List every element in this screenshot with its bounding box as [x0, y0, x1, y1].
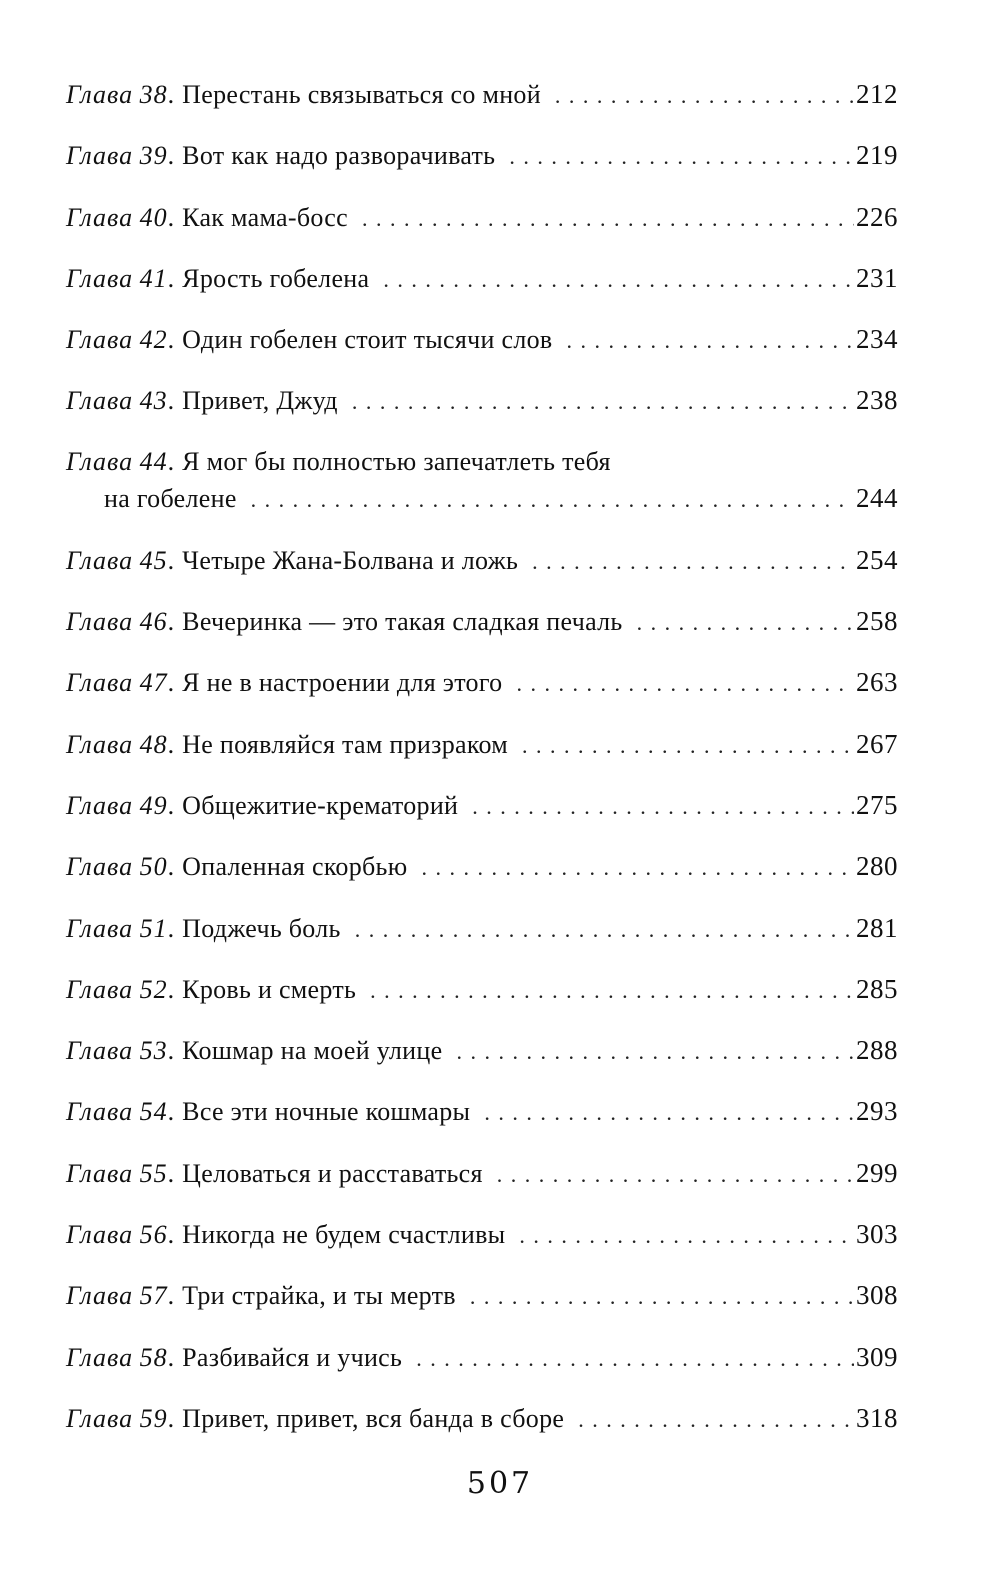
chapter-title: Я мог бы полностью запечатлеть тебя: [182, 446, 611, 476]
chapter-number: 42: [139, 325, 168, 355]
dot-leader: [566, 326, 854, 356]
chapter-number: 38: [139, 80, 168, 109]
page-number: 219: [856, 140, 898, 171]
chapter-number: 56: [139, 1220, 168, 1250]
chapter-title: Общежитие-крематорий: [182, 790, 459, 820]
toc-entry: Глава 58 . Разбивайся и учись . . . 309: [66, 1329, 898, 1390]
chapter-title: Три страйка, и ты мертв: [182, 1281, 456, 1311]
dot-leader: [516, 669, 854, 699]
chapter-label: Глава: [66, 913, 134, 943]
page-number: 254: [856, 544, 898, 575]
page-number: 212: [856, 79, 898, 109]
toc-entry: Глава 54 . Все эти ночные кошмары . . . 293: [66, 1083, 898, 1144]
chapter-title: Привет, Джуд: [182, 386, 338, 416]
chapter-label: Глава: [66, 80, 134, 109]
toc-entry: Глава 48 . Не появляйся там призраком . . . 267: [66, 716, 898, 777]
chapter-number: 44: [139, 446, 168, 476]
dot-leader: [416, 1344, 854, 1374]
toc-entry: Глава 47 . Я не в настроении для этого . . . 263: [66, 654, 898, 715]
chapter-title: Целоваться и расставаться: [182, 1158, 483, 1188]
chapter-label: Глава: [66, 852, 134, 882]
chapter-title: Вечеринка — это такая сладкая печаль: [182, 607, 623, 637]
chapter-title: Опаленная скорбью: [182, 852, 408, 882]
page-number: 280: [856, 851, 898, 882]
chapter-label: Глава: [66, 1097, 134, 1127]
chapter-number: 49: [139, 790, 168, 820]
chapter-label: Глава: [66, 1158, 134, 1188]
toc-entry: Глава 53 . Кошмар на моей улице . . . 288: [66, 1022, 898, 1083]
chapter-title: Кровь и смерть: [182, 974, 357, 1004]
chapter-title: Кошмар на моей улице: [182, 1036, 443, 1066]
chapter-number: 45: [139, 545, 168, 575]
dot-leader: [456, 1037, 854, 1067]
page-number: 275: [856, 789, 898, 820]
chapter-title: Перестань связываться со мной: [182, 80, 541, 109]
chapter-title: Разбивайся и учись: [182, 1342, 403, 1372]
chapter-title: Привет, привет, вся банда в сборе: [182, 1403, 565, 1433]
dot-leader: [578, 1405, 854, 1435]
chapter-number: 58: [139, 1342, 168, 1372]
toc-entry: Глава 59 . Привет, привет, вся банда в сборе . . . 318: [66, 1390, 898, 1451]
chapter-title: Никогда не будем счастливы: [182, 1220, 506, 1250]
dot-leader: [355, 915, 854, 945]
toc-entry: Глава 49 . Общежитие-крематорий . . . 275: [66, 777, 898, 838]
dot-leader: [251, 485, 854, 515]
chapter-number: 55: [139, 1158, 168, 1188]
chapter-number: 40: [139, 202, 168, 232]
dot-leader: [519, 1221, 854, 1251]
page-number: 293: [856, 1096, 898, 1127]
page-number: 309: [856, 1341, 898, 1372]
page-number: 238: [856, 385, 898, 416]
dot-leader: [472, 792, 854, 822]
chapter-number: 52: [139, 974, 168, 1004]
chapter-title: Один гобелен стоит тысячи слов: [182, 325, 553, 355]
toc-entry: Глава 46 . Вечеринка — это такая сладкая печаль . . . 258: [66, 593, 898, 654]
page-number: 308: [856, 1280, 898, 1311]
page-number: 267: [856, 728, 898, 759]
dot-leader: [470, 1282, 854, 1312]
chapter-label: Глава: [66, 446, 134, 476]
toc-entry: Глава 56 . Никогда не будем счастливы . . . 303: [66, 1206, 898, 1267]
chapter-number: 43: [139, 386, 168, 416]
chapter-label: Глава: [66, 729, 134, 759]
chapter-label: Глава: [66, 1036, 134, 1066]
page-number: 234: [856, 324, 898, 355]
dot-leader: [522, 731, 854, 761]
chapter-number: 41: [139, 263, 168, 293]
chapter-title: Как мама-босс: [182, 202, 348, 232]
toc-entry: Глава 44 . Я мог бы полностью запечатлеть тебя на гобелене . . . 244: [66, 434, 898, 532]
chapter-title: Четыре Жана-Болвана и ложь: [182, 545, 519, 575]
dot-leader: [370, 976, 854, 1006]
page-number: 303: [856, 1219, 898, 1250]
dot-leader: [421, 853, 854, 883]
dot-leader: [352, 387, 854, 417]
toc-entry: Глава 40 . Как мама-босс . . . 226: [66, 189, 898, 250]
toc-entry: Глава 55 . Целоваться и расставаться . . . 299: [66, 1145, 898, 1206]
chapter-label: Глава: [66, 1403, 134, 1433]
chapter-label: Глава: [66, 1220, 134, 1250]
chapter-title: Вот как надо разворачивать: [182, 141, 496, 171]
page-number: 288: [856, 1035, 898, 1066]
chapter-label: Глава: [66, 141, 134, 171]
chapter-label: Глава: [66, 325, 134, 355]
chapter-number: 47: [139, 668, 168, 698]
chapter-label: Глава: [66, 1342, 134, 1372]
chapter-title: Не появляйся там призраком: [182, 729, 509, 759]
toc-entry: Глава 50 . Опаленная скорбью . . . 280: [66, 838, 898, 899]
chapter-title: Все эти ночные кошмары: [182, 1097, 471, 1127]
chapter-label: Глава: [66, 974, 134, 1004]
chapter-number: 59: [139, 1403, 168, 1433]
dot-leader: [484, 1098, 854, 1128]
toc-entry: Глава 52 . Кровь и смерть . . . 285: [66, 961, 898, 1022]
toc-entry: Глава 39 . Вот как надо разворачивать . . . 219: [66, 127, 898, 188]
page-number: 231: [856, 262, 898, 293]
chapter-number: 39: [139, 141, 168, 171]
chapter-title-continued: на гобелене: [104, 483, 237, 513]
chapter-number: 53: [139, 1036, 168, 1066]
dot-leader: [555, 81, 854, 111]
page-number: 258: [856, 606, 898, 637]
toc-entry: Глава 51 . Поджечь боль . . . 281: [66, 900, 898, 961]
chapter-label: Глава: [66, 668, 134, 698]
chapter-label: Глава: [66, 202, 134, 232]
page-number: 244: [856, 482, 898, 513]
page-number: 299: [856, 1157, 898, 1188]
chapter-number: 57: [139, 1281, 168, 1311]
chapter-number: 48: [139, 729, 168, 759]
page-folio-number: 507: [466, 1466, 534, 1501]
chapter-title: Поджечь боль: [182, 913, 341, 943]
dot-leader: [532, 547, 854, 577]
toc-entry: Глава 42 . Один гобелен стоит тысячи слов . . . 234: [66, 311, 898, 372]
toc-entry: Глава 41 . Ярость гобелена . . . 231: [66, 250, 898, 311]
chapter-label: Глава: [66, 1281, 134, 1311]
dot-leader: [362, 204, 854, 234]
page-number: 226: [856, 201, 898, 232]
chapter-number: 50: [139, 852, 168, 882]
page-number: 285: [856, 973, 898, 1004]
chapter-number: 46: [139, 607, 168, 637]
dot-leader: [637, 608, 854, 638]
toc-entry: Глава 45 . Четыре Жана-Болвана и ложь . . . 254: [66, 532, 898, 593]
chapter-label: Глава: [66, 263, 134, 293]
page-number: 281: [856, 912, 898, 943]
dot-leader: [497, 1160, 854, 1190]
chapter-label: Глава: [66, 386, 134, 416]
page-number: 318: [856, 1402, 898, 1433]
dot-leader: [383, 265, 854, 295]
chapter-title: Ярость гобелена: [182, 263, 370, 293]
chapter-number: 54: [139, 1097, 168, 1127]
toc-entry: Глава 43 . Привет, Джуд . . . 238: [66, 372, 898, 433]
chapter-number: 51: [139, 913, 168, 943]
chapter-label: Глава: [66, 607, 134, 637]
chapter-label: Глава: [66, 790, 134, 820]
page-number: 263: [856, 667, 898, 698]
chapter-label: Глава: [66, 545, 134, 575]
table-of-contents: [66, 66, 898, 1451]
chapter-title: Я не в настроении для этого: [182, 668, 503, 698]
toc-entry: Глава 57 . Три страйка, и ты мертв . . . 308: [66, 1267, 898, 1328]
toc-entry: Глава 38 . Перестань связываться со мной . . . 212: [66, 66, 898, 127]
dot-leader: [509, 142, 854, 172]
